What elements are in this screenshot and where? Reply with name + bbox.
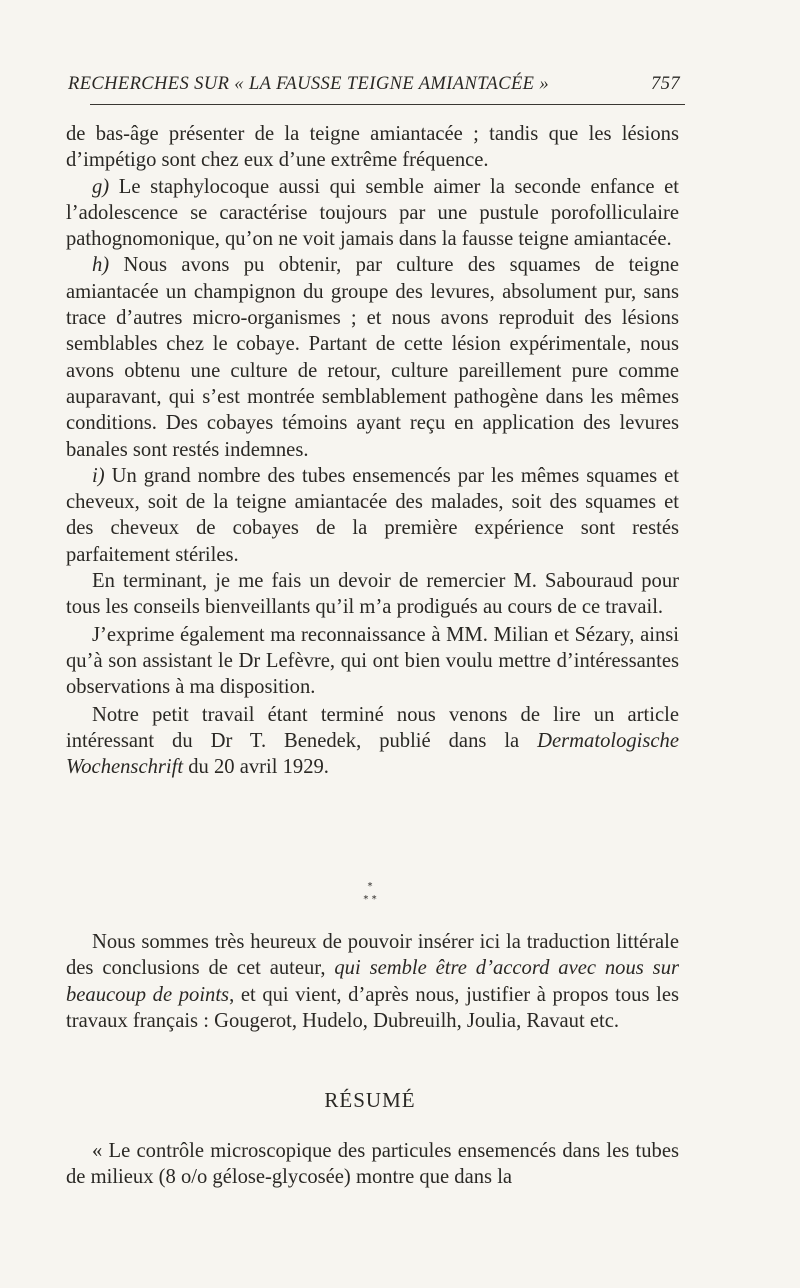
paragraph bbox=[66, 702, 679, 781]
paragraph-text: Nous avons pu obtenir, par culture des squames de teigne amiantacée un champignon du groupe des levures, absolument pur, sans trace d’autres micro-organismes ; et nous avons reproduit des lésions semblables chez le cobaye. Partant de cette lésion expérimentale, nous avons obtenu une culture de retour, culture pareillement pure comme auparavant, qui s’est montrée semblablement pathogène dans les mêmes conditions. Des cobayes témoins ayant reçu en application des levures banales sont restés indemnes. bbox=[66, 254, 679, 461]
running-head bbox=[68, 74, 680, 95]
paragraph-text: Le staphylocoque aussi qui semble aimer la seconde enfance et l’adolescence se caractérise toujours par une pustule porofolliculaire pathognomonique, qu’on ne voit jamais dans la fausse teigne amiantacée. bbox=[66, 175, 679, 251]
section-text bbox=[66, 929, 679, 1034]
resume-text bbox=[66, 1138, 679, 1191]
list-marker: i) bbox=[92, 464, 105, 487]
section-separator bbox=[340, 880, 400, 906]
list-marker: g) bbox=[92, 175, 110, 198]
paragraph-text: Nous sommes très heureux de pouvoir insérer ici la traduction littérale des conclusions de cet auteur, bbox=[66, 931, 679, 980]
page-number: 757 bbox=[651, 74, 680, 94]
journal-title: Dermatologische Wochenschrift bbox=[66, 729, 679, 779]
list-marker: h) bbox=[92, 254, 110, 277]
header-rule bbox=[90, 104, 685, 105]
paragraph: En terminant, je me fais un devoir de remercier M. Sabouraud pour tous les conseils bienveillants qu’il m’a prodigués au cours de ce travail. bbox=[66, 570, 679, 619]
separator-star: * bbox=[367, 881, 373, 892]
paragraph-text: Notre petit travail étant terminé nous venons de lire un article intéressant du Dr T. Benedek, publié dans la bbox=[66, 703, 679, 752]
paragraph: J’exprime également ma reconnaissance à MM. Milian et Sézary, ainsi qu’à son assistant le Dr Lefèvre, qui ont bien voulu mettre d’intéressantes observations à ma disposition. bbox=[66, 623, 679, 699]
section-heading: RÉSUMÉ bbox=[324, 1088, 416, 1112]
main-text bbox=[66, 121, 679, 780]
paragraph-text: Un grand nombre des tubes ensemencés par les mêmes squames et cheveux, soit de la teigne amiantacée des malades, soit des squames et des cheveux de cobayes de la première expérience sont restés parfaitement stériles. bbox=[66, 464, 679, 566]
paragraph: « Le contrôle microscopique des particules ensemencés dans les tubes de milieux (8 o/o gélose-glycosée) montre que dans la bbox=[66, 1140, 679, 1189]
separator-stars: * * bbox=[363, 894, 377, 905]
running-title: RECHERCHES SUR « LA FAUSSE TEIGNE AMIANTACÉE » bbox=[68, 74, 550, 94]
paragraph-g bbox=[66, 174, 679, 253]
paragraph bbox=[66, 929, 679, 1034]
paragraph: de bas-âge présenter de la teigne amiantacée ; tandis que les lésions d’impétigo sont chez eux d’une extrême fréquence. bbox=[66, 123, 679, 172]
paragraph-i bbox=[66, 463, 679, 568]
paragraph-h bbox=[66, 252, 679, 462]
emphasis: qui semble être d’accord avec nous sur beaucoup de points bbox=[66, 957, 680, 1006]
paragraph-text: , et qui vient, d’après nous, justifier à propos tous les travaux français : Gougerot, Hudelo, Dubreuilh, Joulia, Ravaut etc. bbox=[66, 983, 679, 1032]
paragraph-text: du 20 avril 1929. bbox=[183, 756, 329, 779]
